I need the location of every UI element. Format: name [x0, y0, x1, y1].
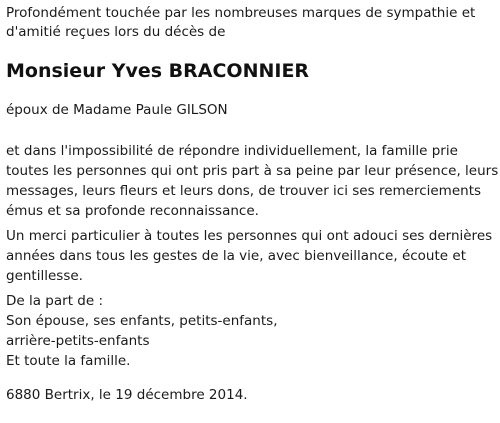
thanks-line: messages, leurs fleurs et leurs dons, de trouver ici ses remerciements	[6, 183, 482, 199]
signature-line: Et toute la famille.	[6, 353, 131, 369]
thanks-line: toutes les personnes qui ont pris part à sa peine par leur présence, leurs	[6, 163, 499, 179]
signature-line: Son épouse, ses enfants, petits-enfants,	[6, 313, 278, 329]
spouse-line: époux de Madame Paule GILSON	[6, 102, 228, 118]
signature-line: De la part de :	[6, 293, 103, 309]
deceased-name: Monsieur Yves BRACONNIER	[6, 60, 310, 82]
intro-line: Profondément touchée par les nombreuses marques de sympathie et	[6, 5, 476, 21]
special-thanks-paragraph	[6, 226, 496, 286]
special-thanks-line: années dans tous les gestes de la vie, avec bienveillance, écoute et	[6, 248, 466, 264]
thanks-line: émus et sa profonde reconnaissance.	[6, 203, 259, 219]
place-date: 6880 Bertrix, le 19 décembre 2014.	[6, 387, 248, 403]
signature-line: arrière-petits-enfants	[6, 333, 150, 349]
signature-block	[6, 291, 496, 371]
special-thanks-line: gentillesse.	[6, 268, 83, 284]
thanks-line: et dans l'impossibilité de répondre individuellement, la famille prie	[6, 143, 458, 159]
intro-line: d'amitié reçues lors du décès de	[6, 24, 226, 40]
special-thanks-line: Un merci particulier à toutes les personnes qui ont adouci ses dernières	[6, 228, 493, 244]
intro-text	[6, 4, 496, 42]
notice-page	[6, 4, 499, 405]
thanks-paragraph	[6, 141, 499, 221]
